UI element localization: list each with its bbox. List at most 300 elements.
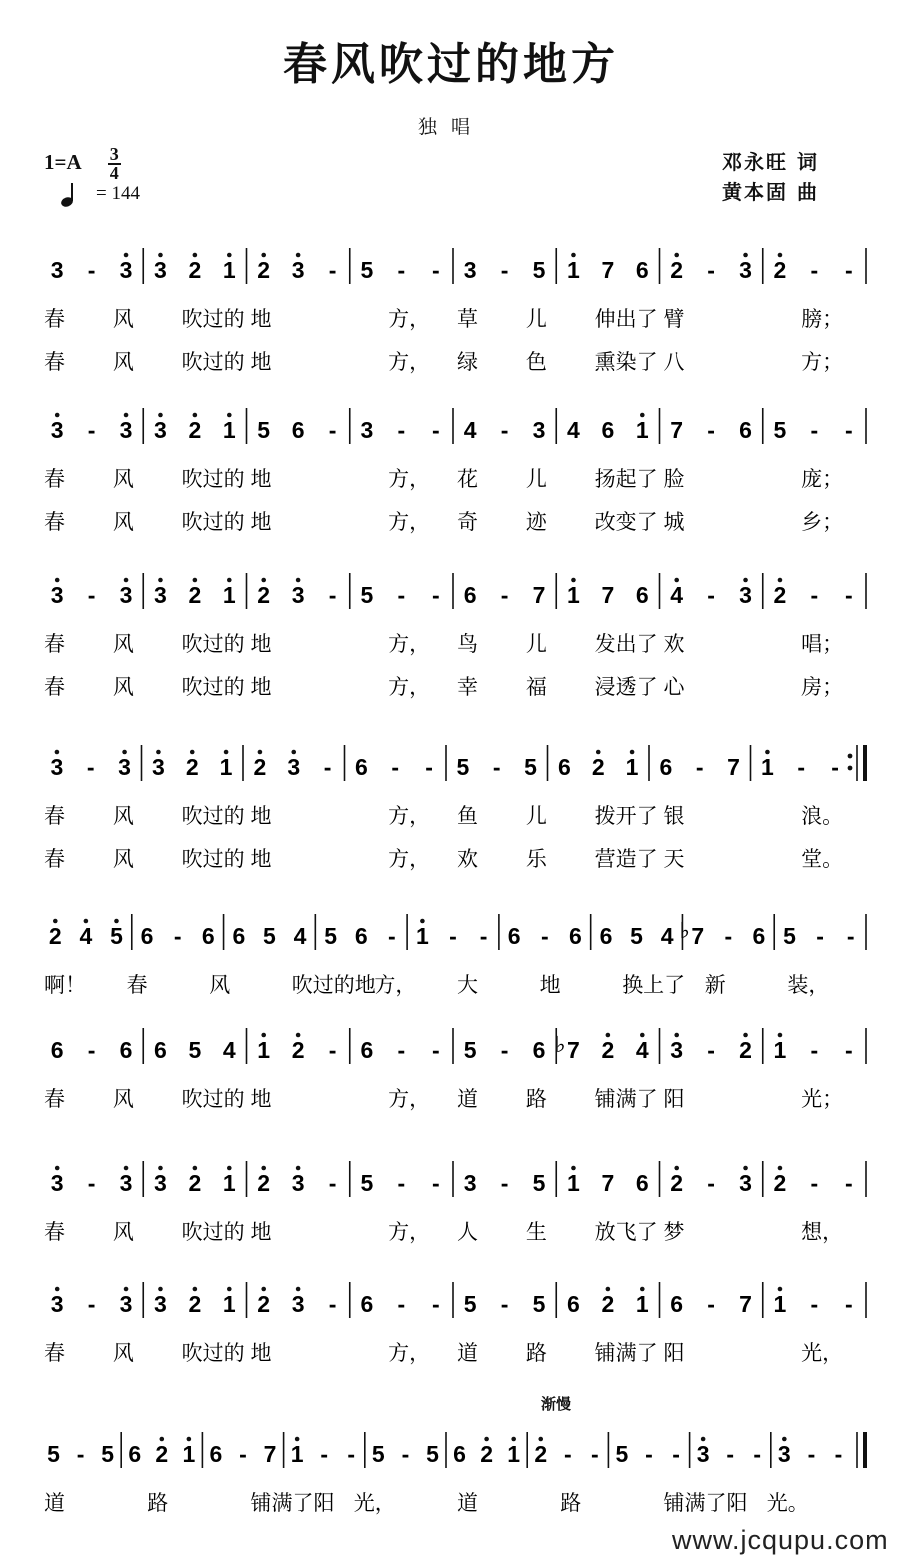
dash-extension: - — [323, 754, 332, 780]
note: 1 — [182, 1441, 196, 1467]
dash-extension: - — [834, 1441, 843, 1467]
octave-dot — [261, 578, 266, 583]
lyric: 伸出了 — [594, 307, 658, 331]
note: 5 — [615, 1441, 629, 1467]
dash-extension: - — [86, 754, 95, 780]
octave-dot — [778, 1033, 783, 1038]
lyric: 草 — [457, 307, 478, 331]
lyric: 春 — [44, 510, 65, 534]
note: 6 — [50, 1037, 64, 1063]
octave-dot — [674, 578, 679, 583]
note: 7 — [601, 582, 615, 608]
note: 3 — [696, 1441, 710, 1467]
note: 3 — [154, 417, 167, 443]
lyric: 地 — [250, 847, 272, 871]
note: 3 — [119, 1291, 133, 1317]
octave-dot — [122, 750, 127, 755]
note: 7 — [532, 582, 546, 608]
note: 4 — [293, 923, 307, 949]
octave-dot — [53, 919, 58, 924]
note: 3 — [360, 417, 374, 443]
note: 3 — [154, 1291, 167, 1317]
dash-extension: - — [76, 1441, 85, 1467]
dash-extension: - — [844, 417, 853, 443]
note: 2 — [670, 1170, 684, 1196]
octave-dot — [420, 919, 425, 924]
lyric: 阳 — [663, 1341, 685, 1365]
octave-dot — [160, 1437, 165, 1442]
lyric: 房； — [801, 675, 844, 699]
lyric: 方； — [801, 350, 844, 374]
note: 6 — [752, 923, 766, 949]
octave-dot — [114, 919, 119, 924]
dash-extension: - — [844, 1291, 853, 1317]
lyricist-credit: 邓永旺 词 — [722, 150, 819, 174]
note: 3 — [50, 1170, 64, 1196]
note: 1 — [222, 257, 236, 283]
note: 6 — [670, 1291, 684, 1317]
note: 6 — [635, 1170, 649, 1196]
dash-extension: - — [707, 417, 715, 443]
lyric: 道 — [457, 1491, 478, 1515]
octave-dot — [55, 578, 60, 583]
dash-extension: - — [563, 1441, 572, 1467]
note: 3 — [670, 1037, 684, 1063]
lyric: 欢 — [663, 632, 685, 656]
dash-extension: - — [397, 257, 406, 283]
note: 2 — [188, 257, 202, 283]
octave-dot — [295, 1437, 300, 1442]
dash-extension: - — [844, 582, 853, 608]
note: 7 — [739, 1291, 752, 1317]
lyric: 方， — [388, 1341, 431, 1365]
repeat-dot — [848, 754, 853, 759]
lyric: 春 — [126, 973, 148, 997]
note: 2 — [257, 1170, 271, 1196]
lyric: 臂 — [663, 307, 685, 331]
lyric: 脸 — [663, 467, 685, 491]
lyric: 儿 — [525, 307, 547, 331]
lyric: 想， — [801, 1220, 844, 1244]
dash-extension: - — [449, 923, 457, 949]
note: 1 — [222, 417, 236, 443]
note: 5 — [263, 923, 276, 949]
note: 2 — [773, 1170, 787, 1196]
note: 5 — [101, 1441, 115, 1467]
note: 3 — [463, 257, 477, 283]
lyric: 风 — [112, 1341, 134, 1365]
lyric: 方， — [388, 632, 431, 656]
note: 5 — [360, 257, 374, 283]
lyric: 铺满了 — [594, 1087, 658, 1111]
song-title: 春风吹过的地方 — [283, 39, 619, 90]
note: 5 — [257, 417, 271, 443]
octave-dot — [156, 750, 161, 755]
note: 2 — [155, 1441, 169, 1467]
octave-dot — [227, 413, 232, 418]
dash-extension: - — [328, 1170, 337, 1196]
dash-extension: - — [695, 754, 704, 780]
lyric: 春 — [44, 1341, 65, 1365]
lyric: 风 — [112, 1220, 134, 1244]
note: 6 — [360, 1037, 374, 1063]
note: 5 — [783, 923, 796, 949]
lyric: 风 — [112, 510, 134, 534]
note: 7 — [670, 417, 684, 443]
note: 6 — [739, 417, 752, 443]
note: 3 — [463, 1170, 477, 1196]
octave-dot — [124, 413, 129, 418]
note: 3 — [291, 1291, 305, 1317]
lyric: 大 — [457, 973, 478, 997]
note: 3 — [154, 1170, 167, 1196]
dash-extension: - — [431, 1037, 440, 1063]
note: 6 — [140, 923, 154, 949]
lyric: 方， — [388, 307, 431, 331]
note: 1 — [635, 1291, 649, 1317]
note: 1 — [567, 257, 580, 283]
note: 6 — [291, 417, 305, 443]
lyric: 色 — [525, 350, 547, 374]
note: 3 — [739, 582, 752, 608]
note: 3 — [118, 754, 131, 780]
octave-dot — [193, 1287, 198, 1292]
lyric: 庞； — [801, 467, 844, 491]
note: 7 — [691, 923, 705, 949]
note: 1 — [625, 754, 639, 780]
note: 3 — [287, 754, 301, 780]
dash-extension: - — [726, 1441, 735, 1467]
key-label: 1=A — [44, 149, 81, 174]
note: 5 — [188, 1037, 202, 1063]
flat-sign: ♭ — [555, 1032, 566, 1057]
lyric: 儿 — [525, 632, 547, 656]
lyric: 地 — [250, 307, 272, 331]
dash-extension: - — [479, 923, 488, 949]
lyric: 方， — [388, 510, 431, 534]
note: 6 — [209, 1441, 223, 1467]
note: 6 — [567, 1291, 580, 1317]
octave-dot — [778, 1166, 783, 1171]
note: 1 — [222, 1291, 236, 1317]
note: 5 — [324, 923, 338, 949]
octave-dot — [674, 1033, 679, 1038]
lyric: 儿 — [525, 804, 547, 828]
octave-dot — [158, 253, 163, 258]
dash-extension: - — [401, 1441, 410, 1467]
note: 6 — [558, 754, 571, 780]
note: 1 — [773, 1037, 787, 1063]
octave-dot — [296, 1033, 301, 1038]
octave-dot — [778, 253, 783, 258]
lyric: 堂。 — [801, 847, 844, 871]
lyric: 春 — [44, 847, 65, 871]
lyric: 方， — [388, 1087, 431, 1111]
dash-extension: - — [431, 582, 440, 608]
dash-extension: - — [500, 1170, 509, 1196]
lyric: 熏染了 — [594, 350, 658, 374]
note: 7 — [727, 754, 740, 780]
note: 3 — [152, 754, 165, 780]
lyric: 方， — [388, 350, 431, 374]
lyric: 地 — [250, 467, 272, 491]
octave-dot — [84, 919, 89, 924]
dash-extension: - — [328, 1037, 337, 1063]
lyric: 唱； — [801, 632, 844, 656]
lyric: 银 — [663, 804, 685, 828]
lyric: 道 — [457, 1341, 478, 1365]
dash-extension: - — [87, 417, 96, 443]
dash-extension: - — [797, 754, 806, 780]
lyric: 方， — [388, 675, 431, 699]
dash-extension: - — [320, 1441, 329, 1467]
note: 3 — [154, 582, 167, 608]
lyric: 儿 — [525, 467, 547, 491]
note: 5 — [532, 1291, 546, 1317]
dash-extension: - — [707, 1170, 715, 1196]
octave-dot — [296, 578, 301, 583]
note: 6 — [532, 1037, 546, 1063]
dash-extension: - — [87, 582, 96, 608]
note: 4 — [463, 417, 477, 443]
octave-dot — [193, 578, 198, 583]
note: 4 — [222, 1037, 236, 1063]
octave-dot — [511, 1437, 516, 1442]
lyric: 春 — [44, 1220, 65, 1244]
dash-extension: - — [846, 923, 855, 949]
note: 2 — [601, 1291, 615, 1317]
lyric: 发出了 — [594, 632, 658, 656]
lyric: 鱼 — [457, 804, 478, 828]
octave-dot — [778, 578, 783, 583]
octave-dot — [606, 1033, 611, 1038]
lyric: 吹过的 — [181, 467, 245, 491]
dash-extension: - — [707, 1037, 715, 1063]
note: 3 — [50, 417, 64, 443]
octave-dot — [743, 1033, 748, 1038]
note: 3 — [154, 257, 167, 283]
octave-dot — [296, 1166, 301, 1171]
lyric: 风 — [112, 307, 134, 331]
note: 6 — [601, 417, 615, 443]
lyric: 风 — [112, 675, 134, 699]
octave-dot — [55, 413, 60, 418]
dash-extension: - — [810, 1291, 819, 1317]
lyric: 地 — [539, 973, 561, 997]
note: 3 — [50, 582, 64, 608]
lyric: 奇 — [457, 510, 478, 534]
octave-dot — [258, 750, 263, 755]
octave-dot — [158, 578, 163, 583]
lyric: 欢 — [457, 847, 478, 871]
octave-dot — [743, 1166, 748, 1171]
note: 7 — [601, 257, 615, 283]
lyric: 地 — [250, 1087, 272, 1111]
lyric: 风 — [209, 973, 231, 997]
note: 4 — [79, 923, 93, 949]
note: 2 — [591, 754, 605, 780]
octave-dot — [55, 750, 60, 755]
note: 4 — [635, 1037, 649, 1063]
lyric: 改变了 — [594, 510, 658, 534]
lyric: 风 — [112, 467, 134, 491]
lyric: 吹过的 — [181, 1220, 245, 1244]
note: 2 — [534, 1441, 548, 1467]
octave-dot — [227, 1287, 232, 1292]
lyric: 地 — [250, 1220, 272, 1244]
dash-extension: - — [387, 923, 396, 949]
lyric: 春 — [44, 804, 65, 828]
lyric: 啊！ — [44, 973, 86, 997]
note: 1 — [290, 1441, 304, 1467]
lyric: 光， — [801, 1341, 844, 1365]
lyric: 城 — [663, 510, 685, 534]
note: 6 — [232, 923, 246, 949]
note: 1 — [416, 923, 429, 949]
note: 5 — [371, 1441, 385, 1467]
lyric: 风 — [112, 632, 134, 656]
lyric: 吹过的 — [181, 1087, 245, 1111]
lyric: 光， — [353, 1491, 396, 1515]
octave-dot — [296, 253, 301, 258]
octave-dot — [538, 1437, 543, 1442]
dash-extension: - — [707, 257, 715, 283]
lyric: 风 — [112, 804, 134, 828]
note: 3 — [291, 257, 305, 283]
note: 3 — [777, 1441, 791, 1467]
dash-extension: - — [347, 1441, 356, 1467]
dash-extension: - — [239, 1441, 247, 1467]
lyric: 路 — [147, 1491, 169, 1515]
note: 7 — [567, 1037, 580, 1063]
dash-extension: - — [87, 257, 96, 283]
lyric: 吹过的地 — [291, 973, 376, 997]
note: 1 — [222, 1170, 236, 1196]
dash-extension: - — [672, 1441, 680, 1467]
lyric: 吹过的 — [181, 510, 245, 534]
dash-extension: - — [173, 923, 182, 949]
dash-extension: - — [810, 257, 819, 283]
dash-extension: - — [87, 1291, 96, 1317]
octave-dot — [227, 253, 232, 258]
repeat-dot — [848, 766, 853, 771]
dash-extension: - — [844, 1037, 853, 1063]
note: 5 — [524, 754, 537, 780]
note: 5 — [630, 923, 643, 949]
lyric: 地 — [250, 1341, 272, 1365]
note: 6 — [659, 754, 673, 780]
note: 5 — [110, 923, 123, 949]
octave-dot — [571, 1166, 576, 1171]
dash-extension: - — [328, 582, 337, 608]
lyric: 人 — [457, 1220, 478, 1244]
site-watermark: www.jcqupu.com — [672, 1525, 889, 1555]
dash-extension: - — [724, 923, 733, 949]
octave-dot — [261, 1033, 266, 1038]
note: 2 — [480, 1441, 493, 1467]
octave-dot — [765, 750, 770, 755]
note: 2 — [188, 417, 202, 443]
tempo-marking: = 144 — [96, 183, 140, 204]
note: 5 — [456, 754, 470, 780]
octave-dot — [227, 1166, 232, 1171]
note: 5 — [360, 1170, 374, 1196]
lyric: 方， — [374, 973, 417, 997]
lyric: 地 — [250, 632, 272, 656]
dash-extension: - — [328, 257, 337, 283]
lyric: 风 — [112, 350, 134, 374]
dash-extension: - — [810, 417, 819, 443]
lyric: 风 — [112, 1087, 134, 1111]
dash-extension: - — [500, 1291, 509, 1317]
dash-extension: - — [328, 417, 337, 443]
lyric: 幸 — [457, 675, 478, 699]
octave-dot — [291, 750, 296, 755]
lyric: 铺满了阳 — [250, 1491, 335, 1515]
note: 6 — [568, 923, 582, 949]
note: 6 — [119, 1037, 133, 1063]
dash-extension: - — [707, 582, 715, 608]
dash-extension: - — [431, 417, 440, 443]
note: 3 — [739, 257, 752, 283]
lyric: 吹过的 — [181, 307, 245, 331]
octave-dot — [124, 253, 129, 258]
note: 1 — [257, 1037, 271, 1063]
ritardando-marking: 渐慢 — [541, 1395, 572, 1413]
octave-dot — [158, 1287, 163, 1292]
octave-dot — [596, 750, 601, 755]
note: 2 — [257, 1291, 271, 1317]
octave-dot — [640, 413, 645, 418]
lyric: 吹过的 — [181, 675, 245, 699]
lyric: 吹过的 — [181, 632, 245, 656]
note: 2 — [773, 257, 787, 283]
dash-extension: - — [810, 582, 819, 608]
flat-sign: ♭ — [679, 918, 690, 943]
dash-extension: - — [492, 754, 501, 780]
octave-dot — [571, 578, 576, 583]
octave-dot — [55, 1166, 60, 1171]
octave-dot — [743, 578, 748, 583]
lyric: 道 — [44, 1491, 65, 1515]
octave-dot — [640, 1033, 645, 1038]
note: 2 — [188, 1170, 202, 1196]
dash-extension: - — [707, 1291, 715, 1317]
note: 3 — [532, 417, 546, 443]
note: 5 — [773, 417, 787, 443]
note: 3 — [119, 257, 133, 283]
dash-extension: - — [591, 1441, 599, 1467]
note: 6 — [507, 923, 521, 949]
lyric: 方， — [388, 847, 431, 871]
lyric: 地 — [250, 675, 272, 699]
note: 5 — [532, 1170, 546, 1196]
note: 2 — [670, 257, 684, 283]
note: 2 — [253, 754, 267, 780]
note: 3 — [739, 1170, 752, 1196]
dash-extension: - — [431, 257, 440, 283]
lyric: 道 — [457, 1087, 478, 1111]
lyric: 花 — [457, 467, 478, 491]
octave-dot — [124, 1287, 129, 1292]
dash-extension: - — [391, 754, 400, 780]
lyric: 吹过的 — [181, 1341, 245, 1365]
note: 6 — [154, 1037, 167, 1063]
octave-dot — [190, 750, 195, 755]
dash-extension: - — [844, 1170, 853, 1196]
note: 2 — [601, 1037, 615, 1063]
dash-extension: - — [328, 1291, 337, 1317]
